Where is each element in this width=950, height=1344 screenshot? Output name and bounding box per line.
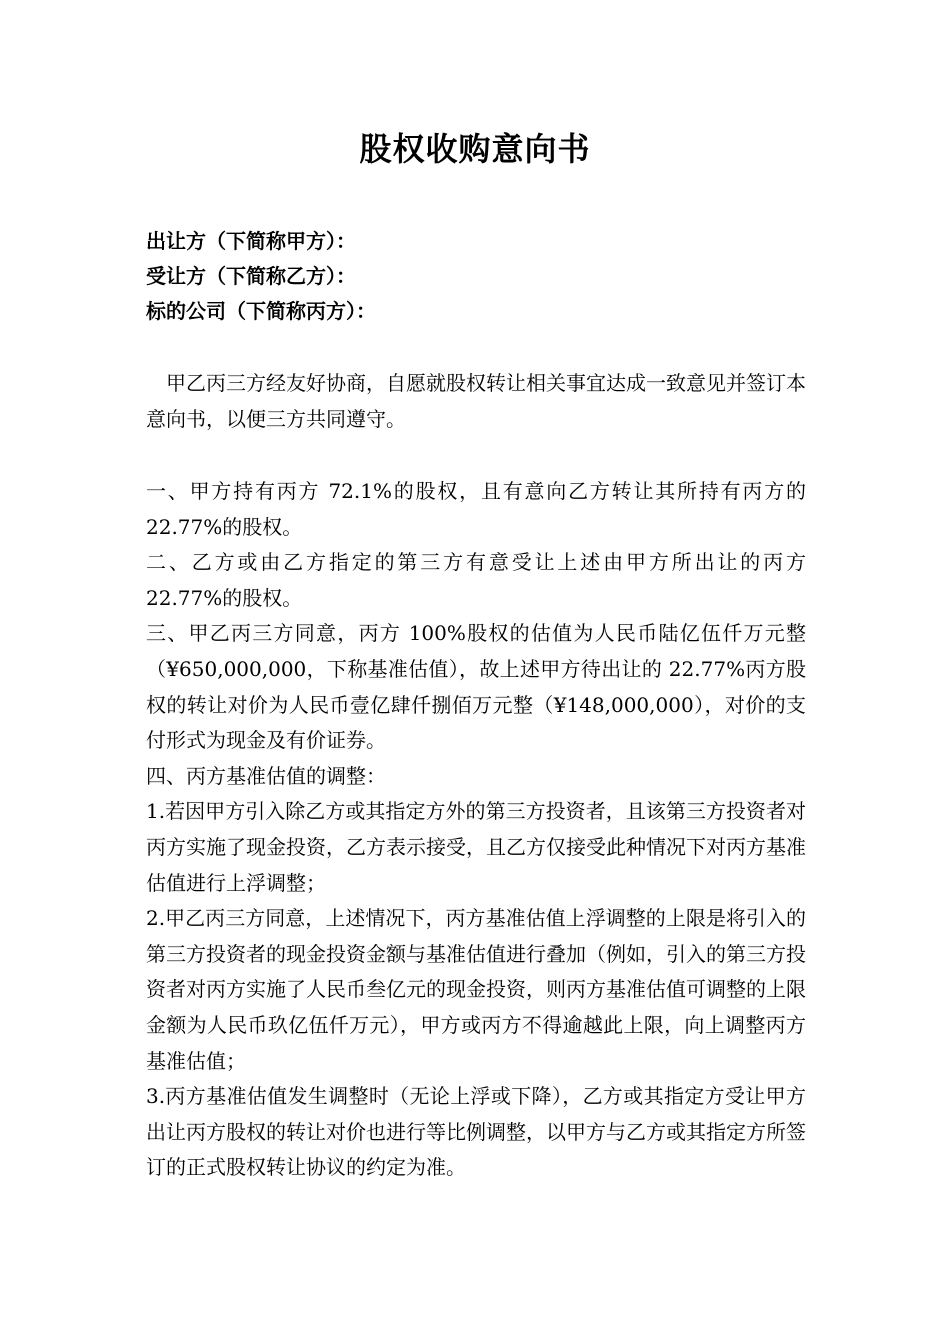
intro-paragraph: 甲乙丙三方经友好协商，自愿就股权转让相关事宜达成一致意见并签订本意向书，以便三方共同遵守。 bbox=[146, 371, 806, 431]
document-title: 股权收购意向书 bbox=[359, 130, 591, 168]
clause-4-item-3: 3.丙方基准估值发生调整时（无论上浮或下降），乙方或其指定方受让甲方出让丙方股权的转让对价也进行等比例调整，以甲方与乙方或其指定方所签订的正式股权转让协议的约定为准。 bbox=[146, 1084, 806, 1180]
clauses-block bbox=[146, 474, 806, 1186]
clause-4-item-2: 2.甲乙丙三方同意，上述情况下，丙方基准估值上浮调整的上限是将引入的第三方投资者的现金投资金额与基准估值进行叠加（例如，引入的第三方投资者对丙方实施了人民币叁亿元的现金投资，则丙方基准估值可调整的上限金额为人民币玖亿伍仟万元），甲方或丙方不得逾越此上限，向上调整丙方基准估值； bbox=[146, 906, 806, 1073]
parties-block bbox=[146, 224, 806, 329]
clause-2: 二、乙方或由乙方指定的第三方有意受让上述由甲方所出让的丙方 22.77%的股权。 bbox=[146, 550, 806, 610]
clause-4-item-1: 1.若因甲方引入除乙方或其指定方外的第三方投资者，且该第三方投资者对丙方实施了现金投资，乙方表示接受，且乙方仅接受此种情况下对丙方基准估值进行上浮调整； bbox=[146, 799, 806, 895]
party-transferee: 受让方（下简称乙方）： bbox=[146, 264, 356, 288]
clause-4-heading: 四、丙方基准估值的调整： bbox=[146, 763, 386, 788]
clause-3: 三、甲乙丙三方同意，丙方 100%股权的估值为人民币陆亿伍仟万元整（¥650,000,000，下称基准估值），故上述甲方待出让的 22.77%丙方股权的转让对价为人民币壹亿肆仟捌佰万元整（¥148,000,000），对价的支付形式为现金及有价证券。 bbox=[146, 621, 806, 753]
clause-1: 一、甲方持有丙方 72.1%的股权，且有意向乙方转让其所持有丙方的 22.77%的股权。 bbox=[146, 479, 806, 539]
party-transferor: 出让方（下简称甲方）： bbox=[146, 229, 356, 253]
party-target-company: 标的公司（下简称丙方）： bbox=[146, 299, 376, 323]
